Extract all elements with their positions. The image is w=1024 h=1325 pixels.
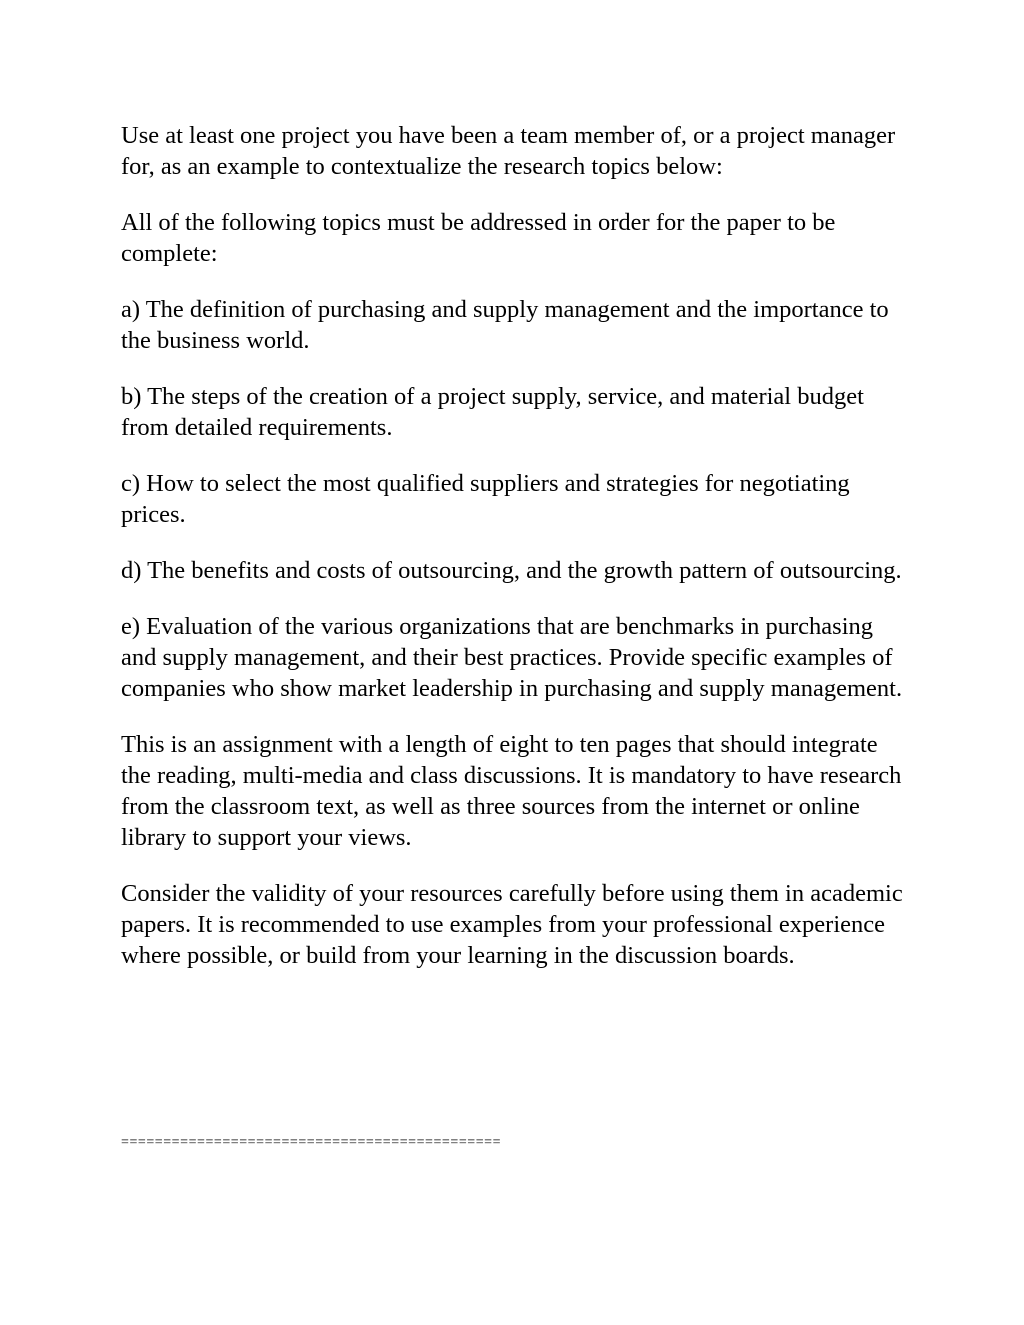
document-body: [121, 120, 911, 996]
topic-e-paragraph: e) Evaluation of the various organizations that are benchmarks in purchasing and supply management, and their best practices. Provide specific examples of companies who show market leadership in purchasing and supply management.: [121, 613, 903, 702]
topic-a-paragraph: a) The definition of purchasing and supply management and the importance to the business world.: [121, 296, 889, 354]
topic-b-paragraph: b) The steps of the creation of a project supply, service, and material budget from detailed requirements.: [121, 383, 864, 441]
intro-paragraph: Use at least one project you have been a team member of, or a project manager for, as an example to contextualize the research topics below:: [121, 122, 896, 180]
resource-validity-paragraph: Consider the validity of your resources carefully before using them in academic papers. It is recommended to use examples from your professional experience where possible, or build from your learning in the discussion boards.: [121, 880, 903, 969]
assignment-length-paragraph: This is an assignment with a length of eight to ten pages that should integrate the reading, multi-media and class discussions. It is mandatory to have research from the classroom text, as well as three sources from the internet or online library to support your views.: [121, 731, 902, 851]
topic-d-paragraph: d) The benefits and costs of outsourcing, and the growth pattern of outsourcing.: [121, 557, 902, 584]
separator-line: =============================================: [121, 1135, 502, 1150]
requirements-paragraph: All of the following topics must be addressed in order for the paper to be complete:: [121, 209, 836, 267]
topic-c-paragraph: c) How to select the most qualified suppliers and strategies for negotiating prices.: [121, 470, 850, 528]
